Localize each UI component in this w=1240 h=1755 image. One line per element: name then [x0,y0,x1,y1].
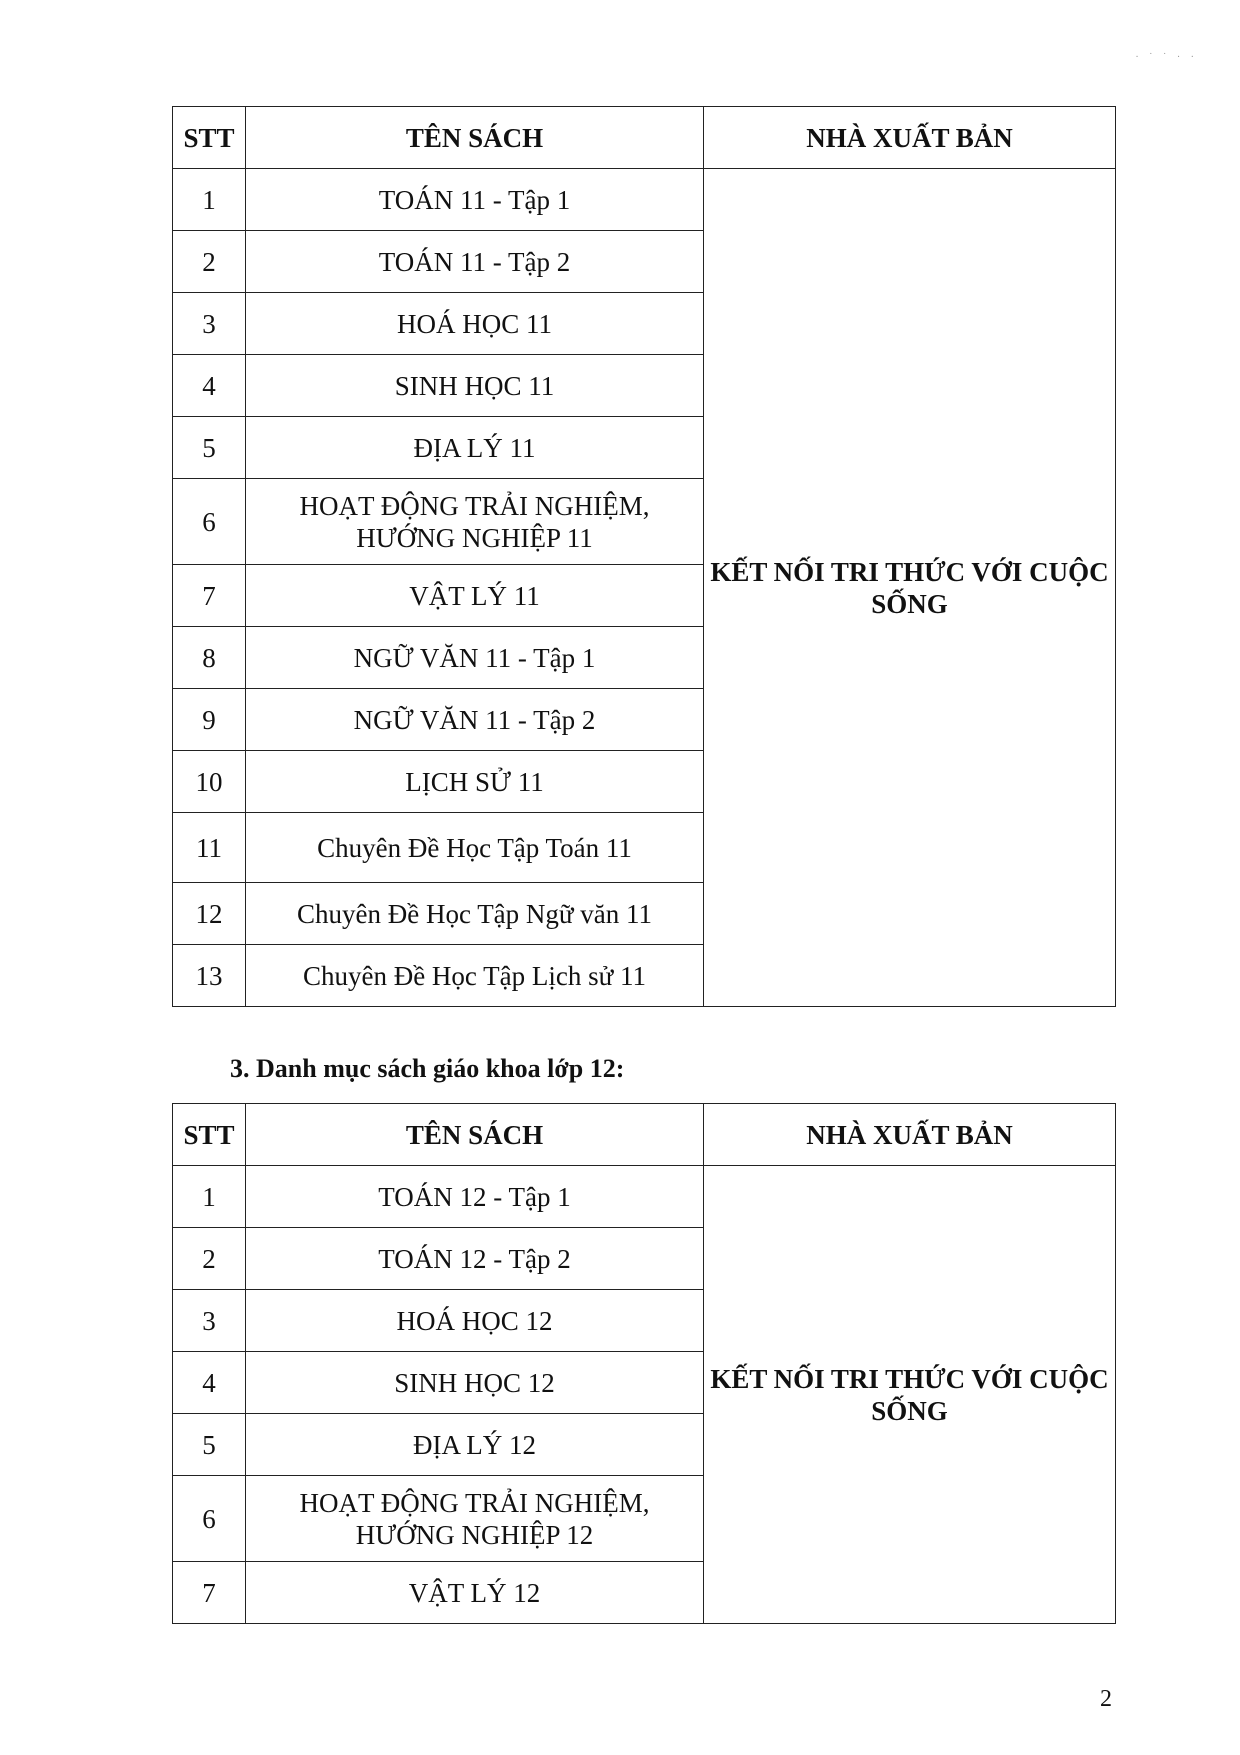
row-stt: 4 [173,355,246,417]
row-book-name: TOÁN 11 - Tập 2 [246,231,704,293]
header-stt: STT [173,107,246,169]
section-heading: 3. Danh mục sách giáo khoa lớp 12: [230,1054,625,1083]
row-book-name: SINH HỌC 12 [246,1352,704,1414]
row-book-name: SINH HỌC 11 [246,355,704,417]
row-stt: 1 [173,1166,246,1228]
row-book-name: TOÁN 12 - Tập 1 [246,1166,704,1228]
row-stt: 11 [173,813,246,883]
scan-artifact: · ˙ ˙ · · [1135,52,1198,63]
row-stt: 6 [173,1476,246,1562]
row-book-name: TOÁN 11 - Tập 1 [246,169,704,231]
row-stt: 2 [173,231,246,293]
row-stt: 5 [173,417,246,479]
row-stt: 2 [173,1228,246,1290]
row-book-name: ĐỊA LÝ 12 [246,1414,704,1476]
row-stt: 5 [173,1414,246,1476]
header-book-name: TÊN SÁCH [246,1104,704,1166]
table-header-row [173,1104,1116,1166]
row-stt: 12 [173,883,246,945]
table-row [173,1166,1116,1228]
row-stt: 8 [173,627,246,689]
header-book-name: TÊN SÁCH [246,107,704,169]
row-book-name: VẬT LÝ 11 [246,565,704,627]
table-header-row [173,107,1116,169]
row-book-name: HOẠT ĐỘNG TRẢI NGHIỆM, HƯỚNG NGHIỆP 12 [246,1476,704,1562]
row-stt: 10 [173,751,246,813]
header-stt: STT [173,1104,246,1166]
grade11-book-table [172,106,1116,1007]
row-book-name: HOÁ HỌC 12 [246,1290,704,1352]
row-stt: 3 [173,293,246,355]
row-book-name: TOÁN 12 - Tập 2 [246,1228,704,1290]
header-publisher: NHÀ XUẤT BẢN [704,1104,1116,1166]
publisher-cell: KẾT NỐI TRI THỨC VỚI CUỘC SỐNG [704,1166,1116,1624]
row-book-name: LỊCH SỬ 11 [246,751,704,813]
header-publisher: NHÀ XUẤT BẢN [704,107,1116,169]
row-book-name: HOẠT ĐỘNG TRẢI NGHIỆM, HƯỚNG NGHIỆP 11 [246,479,704,565]
row-stt: 7 [173,1562,246,1624]
row-book-name: ĐỊA LÝ 11 [246,417,704,479]
page-number: 2 [1100,1686,1112,1712]
row-stt: 3 [173,1290,246,1352]
row-stt: 1 [173,169,246,231]
row-book-name: HOÁ HỌC 11 [246,293,704,355]
row-stt: 9 [173,689,246,751]
row-stt: 4 [173,1352,246,1414]
row-stt: 6 [173,479,246,565]
publisher-cell: KẾT NỐI TRI THỨC VỚI CUỘC SỐNG [704,169,1116,1007]
grade12-book-table [172,1103,1116,1624]
row-book-name: Chuyên Đề Học Tập Ngữ văn 11 [246,883,704,945]
row-stt: 13 [173,945,246,1007]
table-row [173,169,1116,231]
row-book-name: VẬT LÝ 12 [246,1562,704,1624]
row-book-name: NGỮ VĂN 11 - Tập 2 [246,689,704,751]
row-book-name: Chuyên Đề Học Tập Toán 11 [246,813,704,883]
row-book-name: NGỮ VĂN 11 - Tập 1 [246,627,704,689]
row-book-name: Chuyên Đề Học Tập Lịch sử 11 [246,945,704,1007]
row-stt: 7 [173,565,246,627]
